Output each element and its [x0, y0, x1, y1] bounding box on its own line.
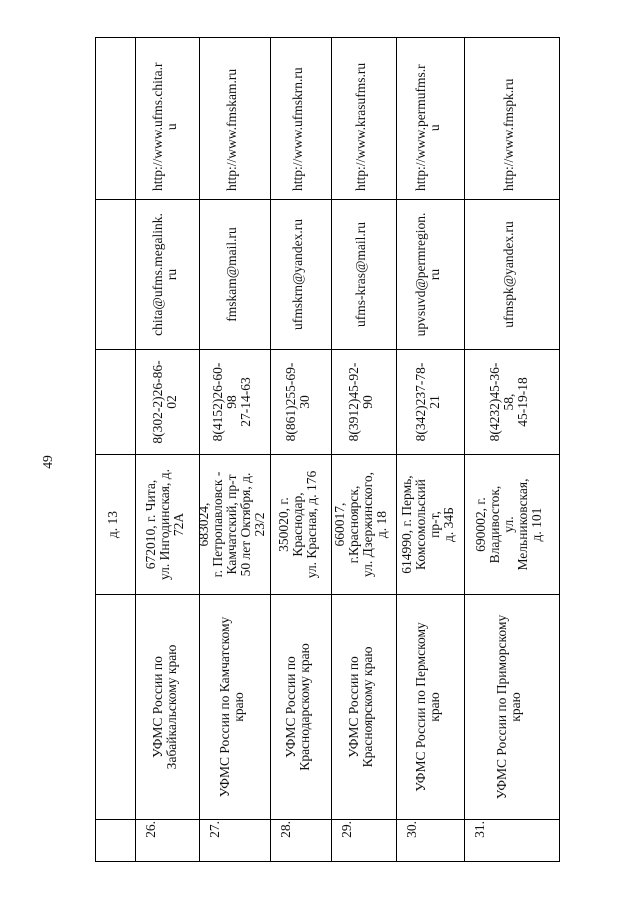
page-number: 49 [40, 455, 55, 469]
row-31-email: ufmspk@yandex.ru [465, 199, 560, 349]
row-30-address: 614990, г. Пермь, Комсомольский пр-т, д. 34Б [397, 454, 465, 594]
row-29-website: http://www.krasufms.ru [332, 37, 397, 199]
row-27-number: 27. [200, 819, 271, 861]
row-30-website: http://www.permufms.r u [397, 37, 465, 199]
row-26-number: 26. [136, 819, 200, 861]
row-29-number: 29. [332, 819, 397, 861]
row-31-address: 690002, г. Владивосток, ул. Мельниковская, д. 101 [465, 454, 560, 594]
row-27-office-name: УФМС России по Камчатскому краю [200, 594, 271, 819]
row-29-email: ufms-kras@mail.ru [332, 199, 397, 349]
row-27-address: 683024, г. Петропавловск - Камчатский, пр-т 50 лет Октября, д. 23/2 [200, 454, 271, 594]
row-31-website: http://www.fmspk.ru [465, 37, 560, 199]
row-27-phone: 8(4152)26-60- 98 27-14-63 [200, 349, 271, 454]
row-continued-website [96, 37, 136, 199]
row-continued-email [96, 199, 136, 349]
row-29-office-name: УФМС России по Красноярскому краю [332, 594, 397, 819]
row-30-email: upvsuvd@permregion. ru [397, 199, 465, 349]
row-29-address: 660017, г.Красноярск, ул. Дзержинского, д. 18 [332, 454, 397, 594]
row-31-phone: 8(4232)45-36- 58, 45-19-18 [465, 349, 560, 454]
row-28-number: 28. [271, 819, 332, 861]
row-28-website: http://www.ufmskrn.ru [271, 37, 332, 199]
row-28-office-name: УФМС России по Краснодарскому краю [271, 594, 332, 819]
row-continued-phone [96, 349, 136, 454]
row-26-website: http://www.ufms.chita.r u [136, 37, 200, 199]
row-27-email: fmskam@mail.ru [200, 199, 271, 349]
row-26-office-name: УФМС России по Забайкальскому краю [136, 594, 200, 819]
row-28-phone: 8(861)255-69- 30 [271, 349, 332, 454]
row-30-phone: 8(342)237-78- 21 [397, 349, 465, 454]
row-30-office-name: УФМС России по Пермскому краю [397, 594, 465, 819]
row-29-phone: 8(3912)45-92- 90 [332, 349, 397, 454]
row-31-number: 31. [465, 819, 560, 861]
offices-table [95, 37, 560, 862]
row-continued-number [96, 819, 136, 861]
row-27-website: http://www.fmskam.ru [200, 37, 271, 199]
row-28-address: 350020, г. Краснодар, ул. Красная, д. 176 [271, 454, 332, 594]
row-continued-address: д. 13 [96, 454, 136, 594]
row-26-phone: 8(302-2)26-86- 02 [136, 349, 200, 454]
row-28-email: ufmskrn@yandex.ru [271, 199, 332, 349]
row-26-email: chita@ufms.megalink. ru [136, 199, 200, 349]
row-continued-office-name [96, 594, 136, 819]
row-26-address: 672010, г. Чита, ул. Ингодинская, д. 72А [136, 454, 200, 594]
row-30-number: 30. [397, 819, 465, 861]
row-31-office-name: УФМС России по Приморскому краю [465, 594, 560, 819]
offices-table-rotated [95, 37, 560, 862]
